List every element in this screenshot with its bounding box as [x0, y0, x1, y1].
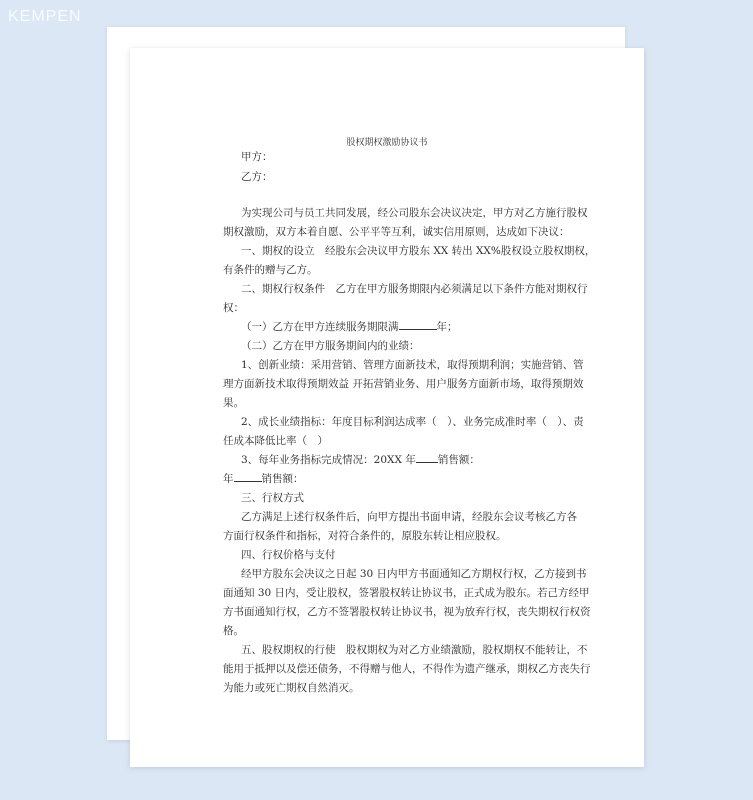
- paragraph-line: 期权激励，双方本着自愿、公平平等互利，诚实信用原则，达成如下决议：: [223, 226, 570, 238]
- paragraph-line: 为能力或死亡期权自然消灭。: [223, 682, 360, 694]
- paragraph-line: 能用于抵押以及偿还债务，不得赠与他人，不得作为遗产继承，期权乙方丧失行: [223, 663, 591, 675]
- paragraph-line: 有条件的赠与乙方。: [223, 264, 318, 276]
- document-title: 股权期权激励协议书: [346, 138, 428, 148]
- condition-service-term: [241, 319, 458, 334]
- condition-performance: （二）乙方在甲方服务期间内的业绩：: [241, 340, 420, 352]
- fill-in-blank: [234, 472, 262, 482]
- paragraph-line: 经甲方股东会决议之日起 30 日内甲方书面通知乙方期权行权，乙方接到书: [241, 568, 587, 580]
- paragraph-line: 为实现公司与员工共同发展，经公司股东会决议决定，甲方对乙方施行股权: [241, 207, 588, 219]
- party-a-label: 甲方：: [241, 151, 273, 163]
- paragraph-line: 任成本降低比率（ ）: [223, 435, 328, 447]
- target-label: 销售额：: [261, 473, 304, 485]
- paragraph-line: 2、成长业绩指标：年度目标利润达成率（ ）、业务完成准时率（ ）、责: [241, 416, 584, 428]
- document-page: [130, 48, 644, 767]
- fill-in-blank: [416, 453, 438, 463]
- paragraph-line: 方书面通知行权，乙方不签署股权转让协议书，视为放弃行权，丧失期权行权资: [223, 606, 591, 618]
- section-heading-conditions: 二、期权行权条件 乙方在甲方服务期限内必须满足以下条件方能对期权行: [241, 283, 588, 295]
- business-target-line: [241, 452, 480, 467]
- target-text: 3、每年业务指标完成情况：20XX 年: [241, 454, 416, 466]
- section-heading-grant: 一、期权的设立 经股东会决议甲方股东 XX 转出 XX%股权设立股权期权，: [241, 245, 596, 257]
- target-label: 销售额：: [437, 454, 480, 466]
- target-text: 年: [223, 473, 234, 485]
- section-heading-price: 四、行权价格与支付: [241, 549, 336, 561]
- paragraph-line: 1、创新业绩：采用营销、管理方面新技术，取得预期利润；实施营销、管: [241, 359, 584, 371]
- section-heading-exercise: 三、行权方式: [241, 492, 304, 504]
- paragraph-line: 果。: [223, 397, 244, 409]
- fill-in-blank: [399, 320, 437, 330]
- party-b-label: 乙方：: [241, 171, 273, 183]
- condition-text: （一）乙方在甲方连续服务期限满: [241, 321, 399, 333]
- paragraph-line: 面通知 30 日内，受让股权，签署股权转让协议书，正式成为股东。若己方经甲: [223, 587, 590, 599]
- section-heading-exercise-rights: 五、股权期权的行使 股权期权为对乙方业绩激励，股权期权不能转让，不: [241, 644, 588, 656]
- watermark-logo: KEMPEN: [8, 8, 82, 25]
- paragraph-line: 方面行权条件和指标，对符合条件的，原股东转让相应股权。: [223, 530, 507, 542]
- paragraph-line: 权：: [223, 302, 244, 314]
- paragraph-line: 乙方满足上述行权条件后，向甲方提出书面申请，经股东会议考核乙方各: [241, 511, 577, 523]
- paragraph-line: 理方面新技术取得预期效益 开拓营销业务、用户服务方面新市场，取得预期效: [223, 378, 584, 390]
- paragraph-line: 格。: [223, 625, 244, 637]
- business-target-line: [223, 471, 304, 486]
- condition-unit: 年；: [436, 321, 458, 333]
